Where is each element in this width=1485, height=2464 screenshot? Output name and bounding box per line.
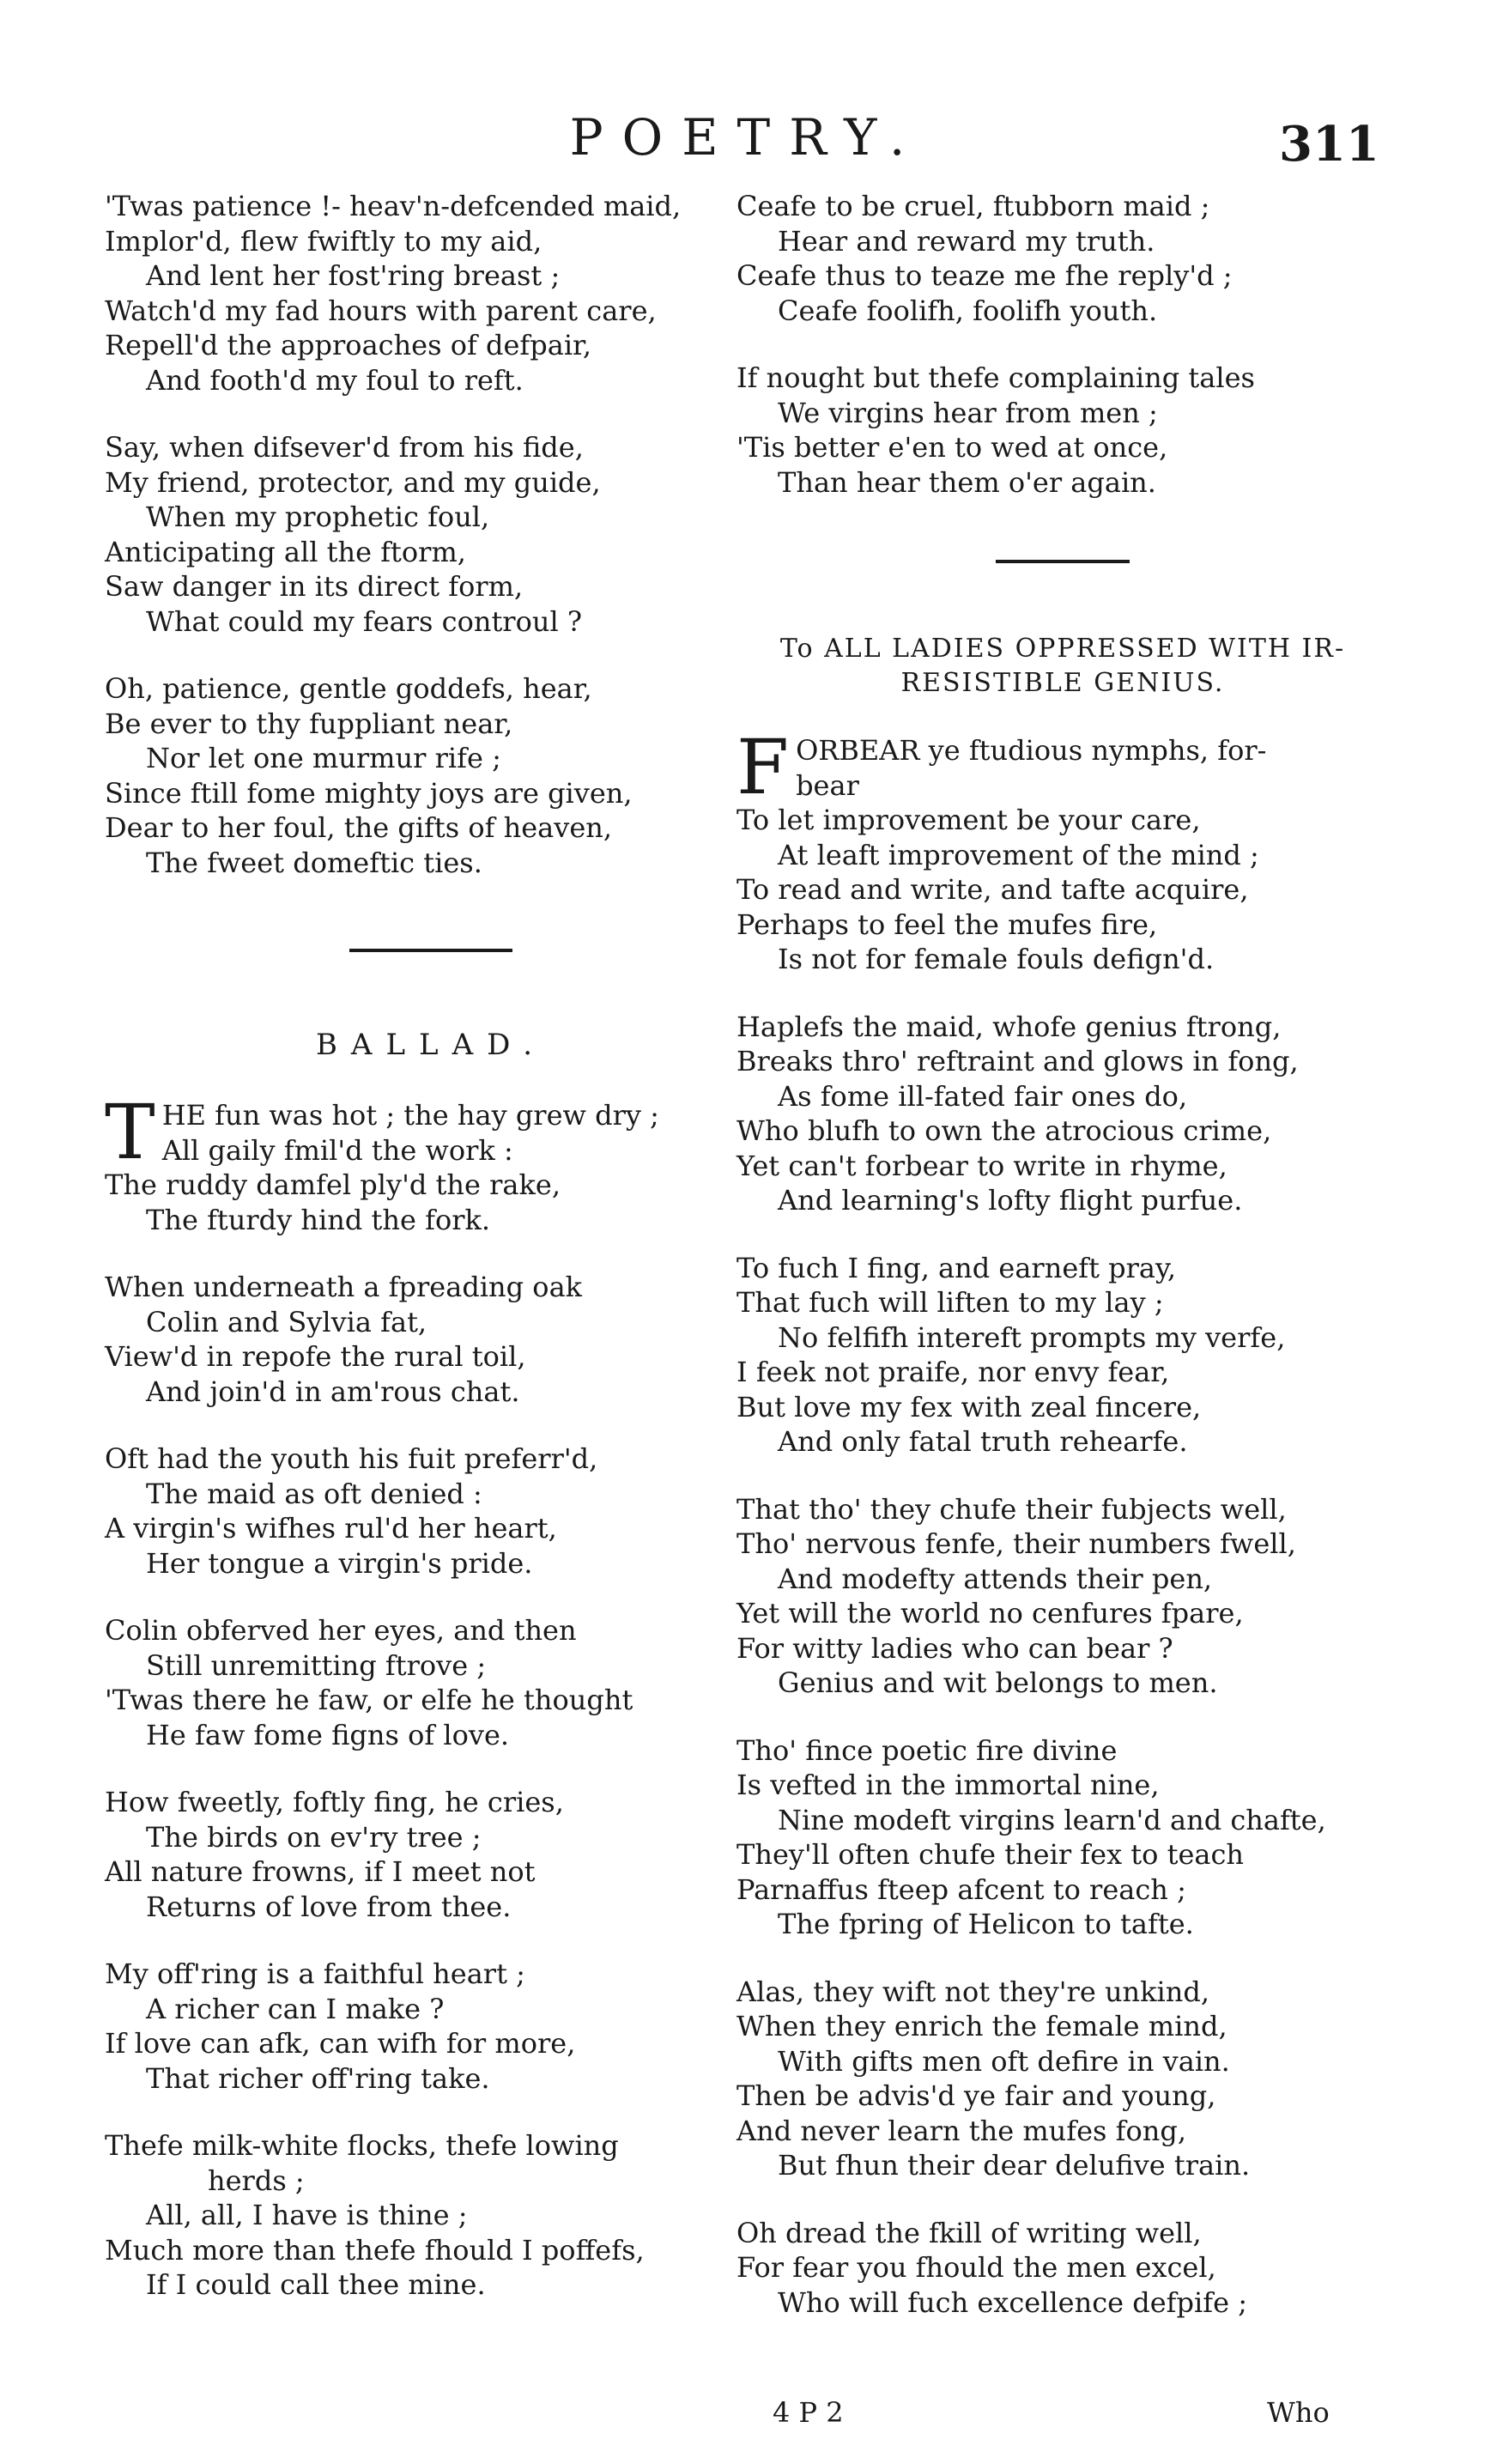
ballad-title: BALLAD. [315,1028,547,1062]
verse-line: Oh dread the fkill of writing well, [736,2216,1202,2249]
verse-line: If love can afk, can wifh for more, [105,2027,576,2060]
verse-line: And never learn the mufes fong, [736,2114,1187,2147]
verse-line: As fome ill-fated fair ones do, [778,1079,1188,1113]
verse-line: Then be advis'd ye fair and young, [736,2079,1216,2112]
stanza [105,1613,757,1752]
verse-line: 'Twas patience !- heav'n-defcended maid, [105,190,682,222]
verse-line: Ceafe foolifh, foolifh youth. [778,294,1158,327]
verse-line: The fturdy hind the fork. [146,1203,491,1236]
verse-line: The fweet domeftic ties. [146,846,482,879]
verse-line: But fhun their dear delufive train. [778,2149,1251,2182]
stanza [105,1785,757,1924]
verse-line: herds ; [208,2164,305,2197]
verse-line: And modefty attends their pen, [778,1562,1213,1595]
verse-line: The birds on ev'ry tree ; [146,1820,482,1854]
verse-line: And learning's lofty flight purfue. [778,1184,1243,1217]
verse-line: And only fatal truth rehearfe. [778,1425,1188,1458]
verse-line: Who will fuch excellence defpife ; [778,2285,1247,2319]
verse-line: The fpring of Helicon to tafte. [778,1908,1194,1940]
verse-line: bear [796,768,859,802]
verse-line: Her tongue a virgin's pride. [146,1546,533,1580]
verse-line: A richer can I make ? [146,1992,445,2025]
stanza [736,361,1389,500]
verse-line: Watch'd my fad hours with parent care, [105,294,657,327]
verse-line: For witty ladies who can bear ? [736,1631,1173,1665]
verse-line: What could my fears controul ? [146,604,583,638]
verse-line: And join'd in am'rous chat. [146,1375,520,1408]
verse-line: When they enrich the female mind, [736,2010,1227,2042]
verse-line: Tho' nervous fenfe, their numbers fwell, [736,1527,1296,1560]
verse-line: Nor let one murmur rife ; [146,742,501,774]
verse-line: To read and write, and tafte acquire, [736,873,1249,906]
verse-line: Ceafe thus to teaze me fhe reply'd ; [736,259,1233,292]
verse-line: He faw fome figns of love. [146,1718,510,1751]
verse-line: Hear and reward my truth. [778,224,1155,258]
poem-title-line: To ALL LADIES OPPRESSED WITH IR- [779,634,1346,664]
page-number: 311 [1279,116,1379,173]
verse-line: No felfifh intereft prompts my verfe, [778,1320,1286,1354]
verse-line: Repell'd the approaches of defpair, [105,329,591,361]
stanza [736,723,1389,977]
stanza [105,2128,757,2303]
verse-line: To let improvement be your care, [736,804,1201,836]
stanza [105,671,757,880]
drop-cap: T [105,1088,155,1176]
verse-line: All gaily fmil'd the work : [161,1133,513,1167]
verse-line: To fuch I fing, and earneft pray, [736,1251,1176,1284]
verse-line: We virgins hear from men ; [778,396,1158,429]
verse-line: That tho' they chufe their fubjects well, [736,1492,1287,1526]
verse-line: ORBEAR ye ftudious nymphs, for- [796,734,1267,767]
verse-line: Haplefs the maid, whofe genius ftrong, [736,1010,1282,1043]
verse-line: I feek not praife, nor envy fear, [736,1356,1170,1388]
verse-line: If nought but thefe complaining tales [736,361,1255,394]
verse-line: And lent her fost'ring breast ; [146,259,561,292]
stanza [105,1088,757,1237]
stanza [105,1441,757,1581]
verse-line: All nature frowns, if I meet not [105,1855,536,1888]
verse-line: They'll often chufe their fex to teach [736,1838,1244,1871]
verse-line: Say, when difsever'd from his fide, [105,431,584,464]
verse-line: Alas, they wift not they're unkind, [736,1975,1210,2008]
verse-line: Is not for female fouls defign'd. [778,943,1215,975]
verse-line: When my prophetic foul, [146,501,490,533]
verse-line: Tho' fince poetic fire divine [736,1733,1118,1767]
drop-cap: F [736,723,790,811]
section-rule [349,949,512,952]
stanza [736,189,1389,328]
stanza [105,1957,757,2096]
left-column [105,189,757,2335]
catchword: Who [1267,2396,1330,2429]
running-title: POETRY. [569,108,924,167]
verse-line: Nine modeft virgins learn'd and chafte, [778,1803,1326,1836]
verse-line: View'd in repofe the rural toil, [105,1340,526,1373]
verse-line: Yet can't forbear to write in rhyme, [736,1149,1227,1182]
right-column [736,189,1389,2352]
poem-title [736,632,1389,701]
verse-line: With gifts men oft defire in vain. [778,2044,1230,2078]
verse-line: Yet will the world no cenfures fpare, [736,1597,1244,1630]
stanza [736,2216,1389,2321]
verse-line: And footh'd my foul to reft. [146,363,524,397]
stanza [736,1492,1389,1701]
verse-line: The maid as oft denied : [146,1477,482,1510]
verse-line: When underneath a fpreading oak [105,1271,583,1303]
page-header [0,103,1485,180]
verse-line: The ruddy damfel ply'd the rake, [105,1168,561,1201]
verse-line: Saw danger in its direct form, [105,570,524,603]
verse-line: Be ever to thy fuppliant near, [105,707,513,740]
verse-line: Than hear them o'er again. [778,465,1156,499]
verse-line: 'Tis better e'en to wed at once, [736,431,1168,464]
verse-line: How fweetly, foftly fing, he cries, [105,1786,564,1818]
verse-line: All, all, I have is thine ; [146,2199,468,2231]
signature-mark: 4 P 2 [773,2396,844,2429]
verse-line: Implor'd, flew fwiftly to my aid, [105,224,542,258]
verse-line: A virgin's wifhes rul'd her heart, [105,1512,557,1545]
stanza [736,1251,1389,1460]
verse-line: Perhaps to feel the mufes fire, [736,907,1158,941]
verse-line: If I could call thee mine. [146,2268,486,2301]
verse-line: Oh, patience, gentle goddefs, hear, [105,672,592,705]
stanza [105,430,757,639]
stanza [736,1975,1389,2183]
section-rule [996,560,1130,563]
stanza [736,1010,1389,1218]
verse-line: Oft had the youth his fuit preferr'd, [105,1442,598,1475]
verse-line: Colin obferved her eyes, and then [105,1614,577,1647]
verse-line: Colin and Sylvia fat, [146,1305,427,1338]
verse-line: HE fun was hot ; the hay grew dry ; [161,1099,659,1132]
verse-line: That richer off'ring take. [146,2061,490,2095]
verse-line: Ceafe to be cruel, ftubborn maid ; [736,190,1210,222]
verse-line: Thefe milk-white flocks, thefe lowing [105,2129,619,2162]
stanza [105,189,757,398]
verse-line: Returns of love from thee. [146,1890,512,1923]
verse-line: Is vefted in the immortal nine, [736,1769,1160,1801]
verse-line: That fuch will liften to my lay ; [736,1286,1164,1319]
verse-line: But love my fex with zeal fincere, [736,1390,1202,1423]
verse-line: Dear to her foul, the gifts of heaven, [105,811,613,844]
verse-line: Much more than thefe fhould I poffefs, [105,2233,645,2267]
verse-line: Genius and wit belongs to men. [778,1666,1218,1699]
verse-line: Anticipating all the ftorm, [105,535,466,568]
verse-line: Parnaffus fteep afcent to reach ; [736,1872,1186,1906]
verse-line: My off'ring is a faithful heart ; [105,1957,525,1990]
verse-line: For fear you fhould the men excel, [736,2251,1216,2284]
verse-line: My friend, protector, and my guide, [105,465,601,499]
verse-line: Still unremitting ftrove ; [146,1648,487,1682]
stanza [736,1733,1389,1942]
verse-line: At leaft improvement of the mind ; [778,838,1259,871]
verse-line: Breaks thro' reftraint and glows in fong, [736,1045,1299,1077]
verse-line: Who blufh to own the atrocious crime, [736,1114,1272,1147]
verse-line: Since ftill fome mighty joys are given, [105,776,633,810]
stanza [105,1270,757,1409]
poem-title-line: RESISTIBLE GENIUS. [900,668,1225,698]
verse-line: 'Twas there he faw, or elfe he thought [105,1684,633,1716]
